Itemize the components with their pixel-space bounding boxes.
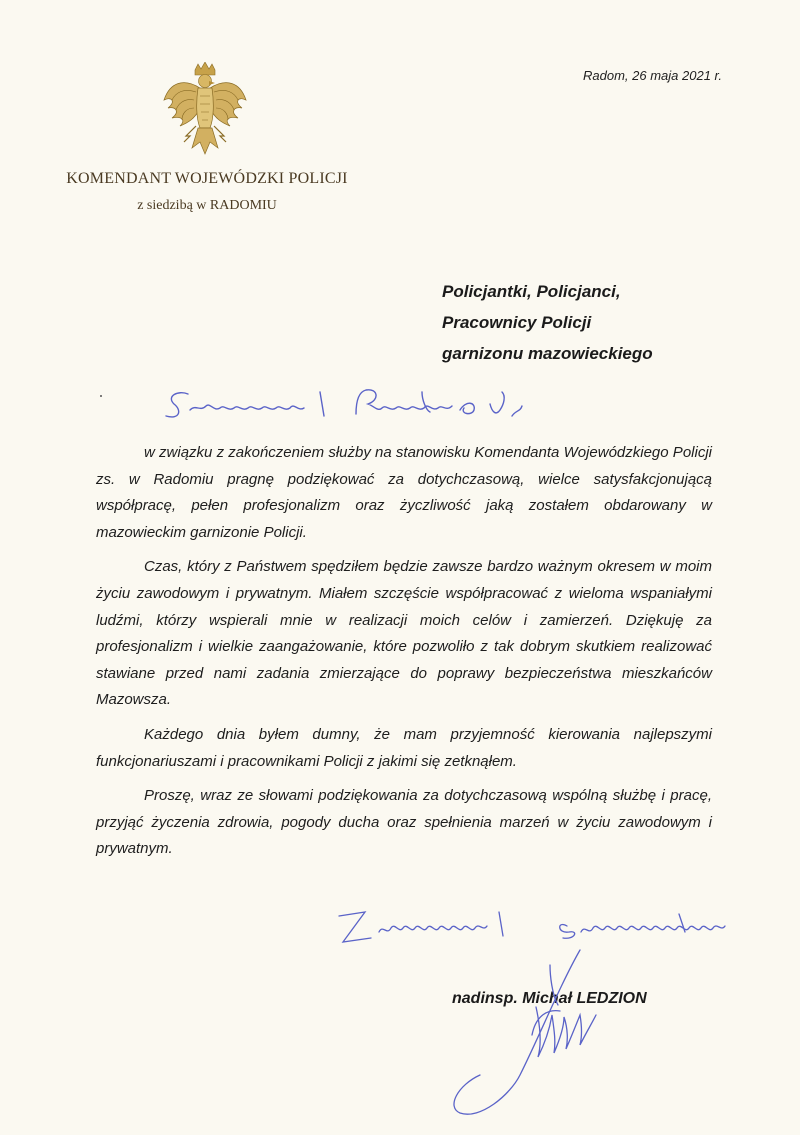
- recipients-block: [442, 276, 762, 369]
- issuer-seat: z siedzibą w RADOMIU: [137, 198, 277, 213]
- ink-speck: [100, 395, 102, 397]
- letter-paragraph: Proszę, wraz ze słowami podziękowania za dotychczasową wspólną służbę i pracę, przyjąć życzenia zdrowia, pogody ducha oraz spełnienia marzeń w życiu zawodowym i prywatnym.: [96, 787, 712, 858]
- letter-paragraph: w związku z zakończeniem służby na stanowisku Komendanta Wojewódzkiego Policji zs. w Radomiu pragnę podziękować za dotychczasową, wielce satysfakcjonującą współpracę, pełen profesjonalizm oraz życzliwość jaką zostałem obdarowany w mazowieckim garnizonie Policji.: [96, 444, 712, 541]
- letter-date: Radom, 26 maja 2021 r.: [583, 68, 722, 83]
- issuer-title: KOMENDANT WOJEWÓDZKI POLICJI: [66, 170, 348, 187]
- signer-name: nadinsp. Michał LEDZION: [452, 990, 647, 1007]
- polish-eagle-emblem-icon: [160, 62, 250, 162]
- letter-paragraph: Każdego dnia byłem dumny, że mam przyjemność kierowania najlepszymi funkcjonariuszami i pracownikami Policji z jakimi się zetknąłem.: [96, 725, 712, 770]
- handwritten-signature: [440, 945, 620, 1125]
- handwritten-greeting: [160, 382, 560, 432]
- letter-body: [96, 440, 712, 871]
- recipient-line: Pracownicy Policji: [442, 313, 592, 332]
- recipient-line: Policjantki, Policjanci,: [442, 282, 621, 301]
- recipient-line: garnizonu mazowieckiego: [442, 344, 653, 363]
- letter-paragraph: Czas, który z Państwem spędziłem będzie zawsze bardzo ważnym okresem w moim życiu zawodowym i prywatnym. Miałem szczęście współpracować z wieloma wspaniałymi ludźmi, którzy wspierali mnie w realizacji moich celów i zamierzeń. Dziękuję za profesjonalizm i wielkie zaangażowanie, które pozwoliło z tak dobrym skutkiem realizować stawiane przed nami zadania zmierzające do poprawy bezpieczeństwa mieszkańców Mazowsza.: [96, 558, 712, 709]
- issuer-header: [52, 170, 362, 214]
